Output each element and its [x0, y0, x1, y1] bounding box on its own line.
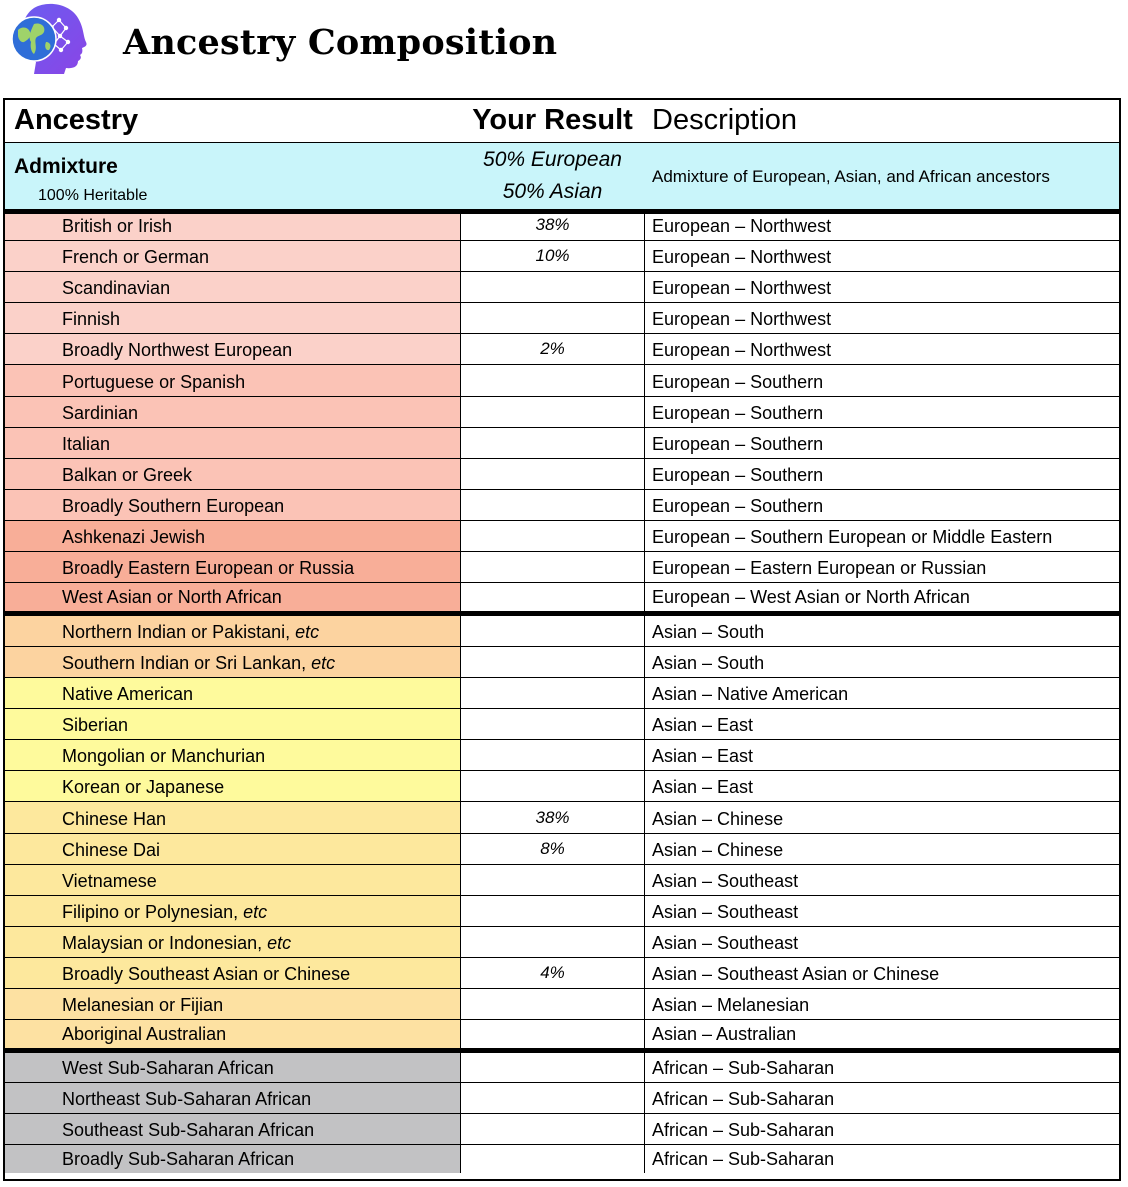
description-cell — [645, 989, 1119, 1019]
ancestry-name-text: Chinese Han — [62, 809, 167, 829]
ancestry-name-text: Broadly Northwest European — [62, 340, 293, 360]
description-cell — [645, 678, 1119, 708]
description-text: Asian – Australian — [652, 1024, 797, 1044]
page-header — [0, 0, 1128, 92]
ancestry-name-etc: etc — [295, 622, 320, 642]
ancestry-name-text: Sardinian — [62, 403, 139, 423]
description-cell — [645, 647, 1119, 677]
description-text: Asian – East — [652, 715, 754, 735]
ancestry-name-text: Vietnamese — [62, 871, 157, 891]
description-text: Asian – East — [652, 746, 754, 766]
description-text: European – Northwest — [652, 340, 832, 360]
ancestry-cell — [5, 771, 460, 801]
ancestry-cell — [5, 428, 460, 458]
description-text: European – Northwest — [652, 278, 832, 298]
ancestry-name-text: Korean or Japanese — [62, 777, 225, 797]
ancestry-name — [62, 527, 205, 548]
column-header-description: Description — [652, 104, 798, 136]
description-text: European – West Asian or North African — [652, 587, 970, 607]
ancestry-name-etc: etc — [243, 902, 268, 922]
ancestry-cell — [5, 397, 460, 427]
ancestry-name — [62, 216, 172, 237]
ancestry-cell — [5, 241, 460, 271]
ancestry-name — [62, 933, 291, 954]
page-title: Ancestry Composition — [123, 22, 558, 63]
result-cell — [460, 802, 645, 833]
ancestry-name-text: Southern Indian or Sri Lankan, — [62, 653, 312, 673]
table-row — [5, 582, 1119, 611]
ancestry-name-text: Mongolian or Manchurian — [62, 746, 266, 766]
ancestry-cell — [5, 1053, 460, 1082]
table-row — [5, 708, 1119, 739]
ancestry-name — [62, 278, 170, 299]
ancestry-name — [62, 684, 193, 705]
result-value: 8% — [540, 839, 565, 858]
ancestry-name-text: Aboriginal Australian — [62, 1024, 227, 1044]
ancestry-name — [62, 715, 128, 736]
description-cell — [645, 459, 1119, 489]
description-cell — [645, 709, 1119, 739]
ancestry-cell — [5, 214, 460, 240]
result-cell — [460, 1020, 645, 1048]
description-cell — [645, 1145, 1119, 1173]
description-cell — [645, 303, 1119, 333]
result-cell — [460, 428, 645, 458]
ancestry-cell — [5, 647, 460, 677]
ancestry-name — [62, 1089, 311, 1110]
description-cell — [645, 958, 1119, 988]
table-row — [5, 520, 1119, 551]
description-cell — [645, 927, 1119, 957]
description-cell — [645, 834, 1119, 864]
description-text: Asian – Southeast — [652, 871, 799, 891]
ancestry-cell — [5, 583, 460, 611]
ancestry-name — [62, 964, 350, 985]
result-cell — [460, 303, 645, 333]
ancestry-name — [62, 465, 192, 486]
ancestry-cell — [5, 989, 460, 1019]
table-row — [5, 957, 1119, 988]
table-row — [5, 895, 1119, 926]
ancestry-name — [62, 777, 224, 798]
ancestry-name — [62, 995, 223, 1016]
table-row — [5, 364, 1119, 396]
description-text: Asian – Chinese — [652, 809, 784, 829]
table-row — [5, 770, 1119, 801]
ancestry-name-text: West Asian or North African — [62, 587, 282, 607]
result-cell — [460, 1083, 645, 1113]
ancestry-name-text: Balkan or Greek — [62, 465, 193, 485]
description-text: African – Sub-Saharan — [652, 1149, 835, 1169]
column-header-ancestry: Ancestry — [14, 104, 139, 136]
description-text: European – Southern — [652, 496, 824, 516]
ancestry-name — [62, 840, 160, 861]
admixture-heritable: 100% Heritable — [38, 187, 148, 204]
description-text: European – Southern — [652, 403, 824, 423]
ancestry-name-text: Filipino or Polynesian, — [62, 902, 244, 922]
description-cell — [645, 616, 1119, 646]
result-value: 38% — [535, 215, 570, 234]
description-text: European – Southern — [652, 465, 824, 485]
description-text: European – Northwest — [652, 309, 832, 329]
ancestry-name-text: Broadly Eastern European or Russia — [62, 558, 355, 578]
ancestry-name-text: Italian — [62, 434, 111, 454]
ancestry-name-text: Chinese Dai — [62, 840, 161, 860]
table-row — [5, 551, 1119, 582]
ancestry-cell — [5, 834, 460, 864]
description-text: European – Eastern European or Russian — [652, 558, 987, 578]
description-cell — [645, 802, 1119, 833]
ancestry-cell — [5, 272, 460, 302]
description-cell — [645, 552, 1119, 582]
ancestry-name — [62, 340, 292, 361]
result-cell — [460, 334, 645, 364]
result-value: 10% — [535, 246, 570, 265]
table-header-row — [5, 100, 1119, 143]
ancestry-name — [62, 809, 166, 830]
ancestry-name — [62, 902, 267, 923]
description-cell — [645, 1053, 1119, 1082]
result-cell — [460, 241, 645, 271]
description-cell — [645, 740, 1119, 770]
table-row — [5, 1082, 1119, 1113]
table-row — [5, 1048, 1119, 1082]
table-row — [5, 1144, 1119, 1173]
ancestry-cell — [5, 678, 460, 708]
description-cell — [645, 272, 1119, 302]
table-row — [5, 646, 1119, 677]
ancestry-name-text: Finnish — [62, 309, 121, 329]
description-cell — [645, 1083, 1119, 1113]
description-cell — [645, 241, 1119, 271]
description-cell — [645, 214, 1119, 240]
ancestry-name — [62, 309, 120, 330]
description-text: Asian – Southeast — [652, 902, 799, 922]
table-row — [5, 1019, 1119, 1048]
ancestry-name-text: Northern Indian or Pakistani, — [62, 622, 296, 642]
result-cell — [460, 771, 645, 801]
description-cell — [645, 521, 1119, 551]
result-cell — [460, 865, 645, 895]
result-cell — [460, 272, 645, 302]
description-text: European – Southern — [652, 372, 824, 392]
ancestry-name — [62, 403, 138, 424]
ancestry-name-etc: etc — [311, 653, 336, 673]
description-text: European – Northwest — [652, 216, 832, 236]
ancestry-name-text: French or German — [62, 247, 210, 267]
ancestry-name-text: Portuguese or Spanish — [62, 372, 246, 392]
ancestry-cell — [5, 927, 460, 957]
table-row — [5, 396, 1119, 427]
ancestry-name-text: Southeast Sub-Saharan African — [62, 1120, 315, 1140]
ancestry-cell — [5, 365, 460, 396]
result-cell — [460, 1145, 645, 1173]
result-value: 2% — [540, 339, 565, 358]
ancestry-name-text: Broadly Southern European — [62, 496, 285, 516]
description-cell — [645, 771, 1119, 801]
result-cell — [460, 214, 645, 240]
description-cell — [645, 428, 1119, 458]
result-cell — [460, 989, 645, 1019]
ancestry-name-text: Siberian — [62, 715, 129, 735]
admixture-result-asian: 50% Asian — [502, 180, 603, 203]
ancestry-name-text: Broadly Southeast Asian or Chinese — [62, 964, 351, 984]
result-cell — [460, 365, 645, 396]
description-cell — [645, 896, 1119, 926]
ancestry-name-text: Native American — [62, 684, 194, 704]
result-cell — [460, 740, 645, 770]
table-row — [5, 926, 1119, 957]
description-text: European – Southern — [652, 434, 824, 454]
column-header-result: Your Result — [472, 104, 633, 136]
ancestry-cell — [5, 802, 460, 833]
ancestry-name — [62, 1058, 274, 1079]
description-text: African – Sub-Saharan — [652, 1120, 835, 1140]
result-cell — [460, 1053, 645, 1082]
ancestry-cell — [5, 459, 460, 489]
table-row — [5, 801, 1119, 833]
table-row — [5, 427, 1119, 458]
description-text: Asian – Southeast — [652, 933, 799, 953]
table-row — [5, 240, 1119, 271]
ancestry-name-etc: etc — [267, 933, 292, 953]
description-text: African – Sub-Saharan — [652, 1089, 835, 1109]
ancestry-name-text: Northeast Sub-Saharan African — [62, 1089, 312, 1109]
description-text: Asian – Chinese — [652, 840, 784, 860]
table-row — [5, 677, 1119, 708]
ancestry-name-text: Melanesian or Fijian — [62, 995, 224, 1015]
ancestry-cell — [5, 552, 460, 582]
ancestry-name — [62, 871, 157, 892]
result-cell — [460, 397, 645, 427]
ancestry-table — [3, 98, 1121, 1181]
description-cell — [645, 583, 1119, 611]
result-cell — [460, 958, 645, 988]
ancestry-cell — [5, 740, 460, 770]
table-row — [5, 864, 1119, 895]
ancestry-name — [62, 1120, 314, 1141]
ancestry-cell — [5, 303, 460, 333]
result-cell — [460, 616, 645, 646]
table-row — [5, 1113, 1119, 1144]
description-text: Asian – South — [652, 622, 765, 642]
table-row — [5, 458, 1119, 489]
table-row — [5, 209, 1119, 240]
description-text: Asian – Melanesian — [652, 995, 810, 1015]
result-cell — [460, 896, 645, 926]
ancestry-cell — [5, 1114, 460, 1144]
ancestry-name-text: Scandinavian — [62, 278, 171, 298]
result-cell — [460, 834, 645, 864]
ancestry-cell — [5, 1145, 460, 1173]
ancestry-name — [62, 622, 319, 643]
ancestry-cell — [5, 1083, 460, 1113]
table-row — [5, 271, 1119, 302]
table-row — [5, 302, 1119, 333]
result-cell — [460, 647, 645, 677]
table-row — [5, 333, 1119, 364]
admixture-description: Admixture of European, Asian, and African ancestors — [652, 167, 1050, 186]
admixture-row — [5, 143, 1119, 209]
description-cell — [645, 1114, 1119, 1144]
ancestry-cell — [5, 958, 460, 988]
ancestry-name-text: British or Irish — [62, 216, 173, 236]
result-cell — [460, 459, 645, 489]
result-cell — [460, 709, 645, 739]
globe-head-logo-icon — [4, 2, 90, 74]
ancestry-cell — [5, 709, 460, 739]
ancestry-name — [62, 434, 110, 455]
table-row — [5, 489, 1119, 520]
result-cell — [460, 552, 645, 582]
ancestry-cell — [5, 521, 460, 551]
table-row — [5, 833, 1119, 864]
result-cell — [460, 490, 645, 520]
ancestry-name-text: Ashkenazi Jewish — [62, 527, 206, 547]
result-cell — [460, 521, 645, 551]
ancestry-cell — [5, 865, 460, 895]
ancestry-name — [62, 496, 284, 517]
ancestry-name — [62, 587, 282, 608]
ancestry-name — [62, 558, 354, 579]
ancestry-name — [62, 653, 335, 674]
description-text: Asian – East — [652, 777, 754, 797]
result-cell — [460, 583, 645, 611]
description-text: African – Sub-Saharan — [652, 1058, 835, 1078]
result-value: 38% — [535, 808, 570, 827]
ancestry-name — [62, 372, 245, 393]
ancestry-name-text: Broadly Sub-Saharan African — [62, 1149, 295, 1169]
ancestry-cell — [5, 616, 460, 646]
description-text: Asian – Southeast Asian or Chinese — [652, 964, 940, 984]
result-cell — [460, 1114, 645, 1144]
description-cell — [645, 334, 1119, 364]
ancestry-name — [62, 1149, 294, 1170]
description-cell — [645, 1020, 1119, 1048]
ancestry-name-text: Malaysian or Indonesian, — [62, 933, 268, 953]
description-cell — [645, 865, 1119, 895]
ancestry-name — [62, 746, 265, 767]
description-text: European – Northwest — [652, 247, 832, 267]
ancestry-name-text: West Sub-Saharan African — [62, 1058, 274, 1078]
result-cell — [460, 927, 645, 957]
ancestry-cell — [5, 896, 460, 926]
table-row — [5, 611, 1119, 646]
description-cell — [645, 397, 1119, 427]
ancestry-cell — [5, 1020, 460, 1048]
result-cell — [460, 678, 645, 708]
description-cell — [645, 365, 1119, 396]
description-cell — [645, 490, 1119, 520]
admixture-label: Admixture — [14, 155, 118, 178]
description-text: Asian – South — [652, 653, 765, 673]
description-text: Asian – Native American — [652, 684, 849, 704]
ancestry-name — [62, 247, 209, 268]
result-value: 4% — [540, 963, 565, 982]
admixture-result-european: 50% European — [483, 148, 622, 171]
table-row — [5, 988, 1119, 1019]
ancestry-cell — [5, 334, 460, 364]
table-row — [5, 739, 1119, 770]
description-text: European – Southern European or Middle Eastern — [652, 527, 1053, 547]
ancestry-name — [62, 1024, 226, 1045]
ancestry-cell — [5, 490, 460, 520]
